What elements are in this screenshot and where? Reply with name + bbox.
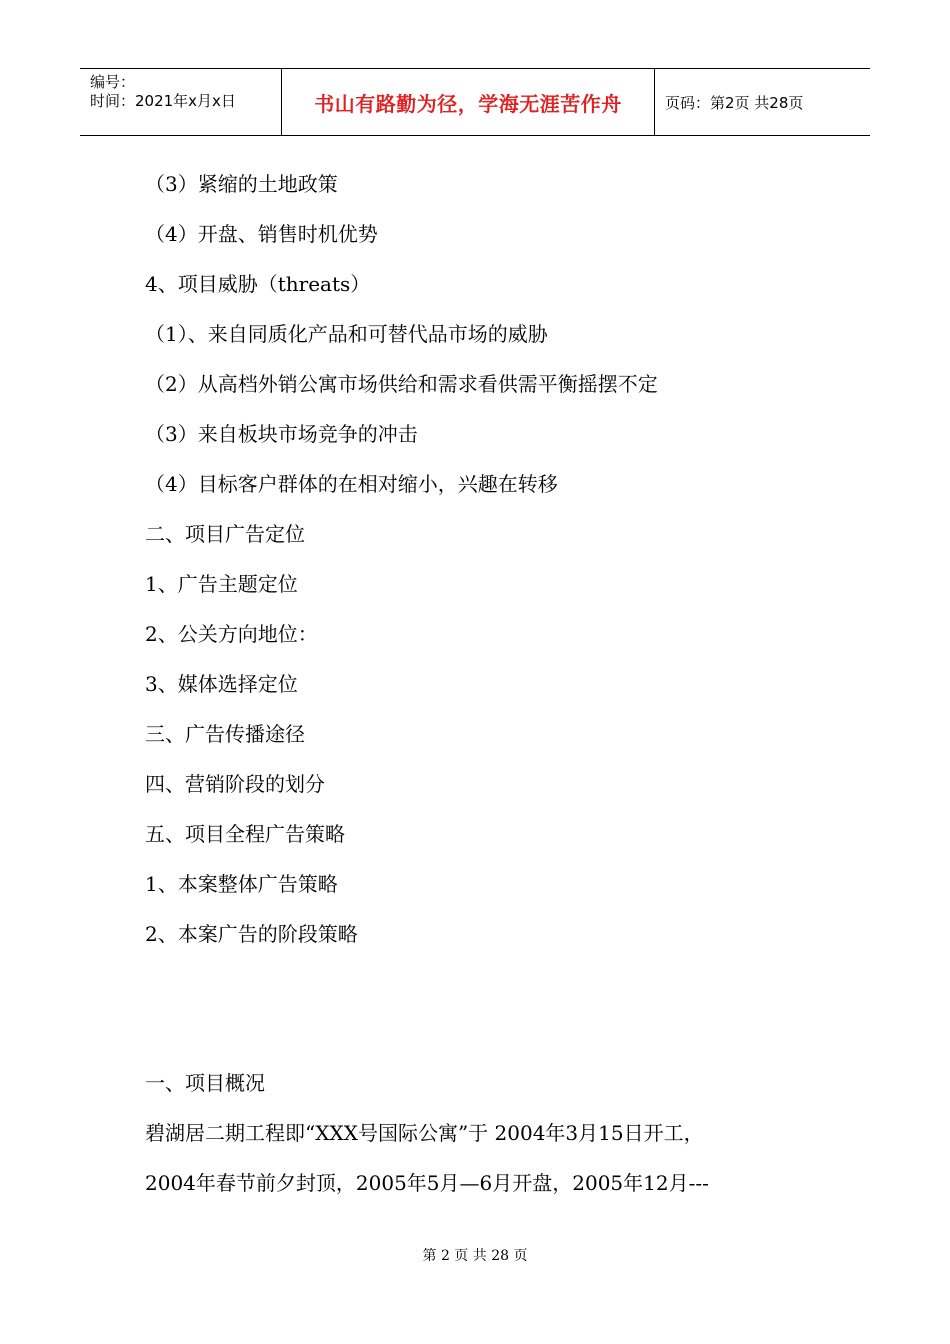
header-motto: 书山有路勤为径，学海无涯苦作舟 bbox=[314, 91, 622, 116]
subsection-heading: 3、媒体选择定位 bbox=[145, 672, 298, 696]
document-date: 时间：2021年x月x日 bbox=[90, 92, 236, 110]
page-header bbox=[80, 68, 870, 136]
subsection-heading: 1、广告主题定位 bbox=[145, 572, 298, 596]
header-page-info: 页码：第2页 共28页 bbox=[665, 93, 804, 112]
paragraph-gap bbox=[145, 966, 845, 1065]
document-body bbox=[145, 166, 845, 1215]
subsection-heading: 1、本案整体广告策略 bbox=[145, 872, 338, 896]
document-number-label: 编号： bbox=[90, 73, 136, 91]
subsection-heading: 2、本案广告的阶段策略 bbox=[145, 922, 358, 946]
section-heading: 四、营销阶段的划分 bbox=[145, 772, 325, 796]
header-page-info-cell bbox=[655, 69, 870, 135]
header-meta bbox=[80, 69, 282, 135]
header-motto-cell bbox=[282, 69, 655, 135]
section-heading: 一、项目概况 bbox=[145, 1071, 265, 1095]
text-line: （4）开盘、销售时机优势 bbox=[145, 222, 378, 246]
section-heading: 二、项目广告定位 bbox=[145, 522, 305, 546]
body-paragraph-line: 碧湖居二期工程即“XXX号国际公寓”于 2004年3月15日开工， bbox=[145, 1121, 704, 1145]
text-line: （4）目标客户群体的在相对缩小，兴趣在转移 bbox=[145, 472, 558, 496]
section-heading: 4、项目威胁（threats） bbox=[145, 272, 371, 296]
subsection-heading: 2、公关方向地位： bbox=[145, 622, 318, 646]
text-line: （1）、来自同质化产品和可替代品市场的威胁 bbox=[145, 322, 548, 346]
page-footer: 第 2 页 共 28 页 bbox=[422, 1248, 528, 1264]
text-line: （2）从高档外销公寓市场供给和需求看供需平衡摇摆不定 bbox=[145, 372, 658, 396]
body-paragraph-line: 2004年春节前夕封顶，2005年5月—6月开盘，2005年12月--- bbox=[145, 1171, 709, 1195]
text-line: （3）紧缩的土地政策 bbox=[145, 172, 338, 196]
section-heading: 五、项目全程广告策略 bbox=[145, 822, 345, 846]
section-heading: 三、广告传播途径 bbox=[145, 722, 305, 746]
text-line: （3）来自板块市场竞争的冲击 bbox=[145, 422, 418, 446]
